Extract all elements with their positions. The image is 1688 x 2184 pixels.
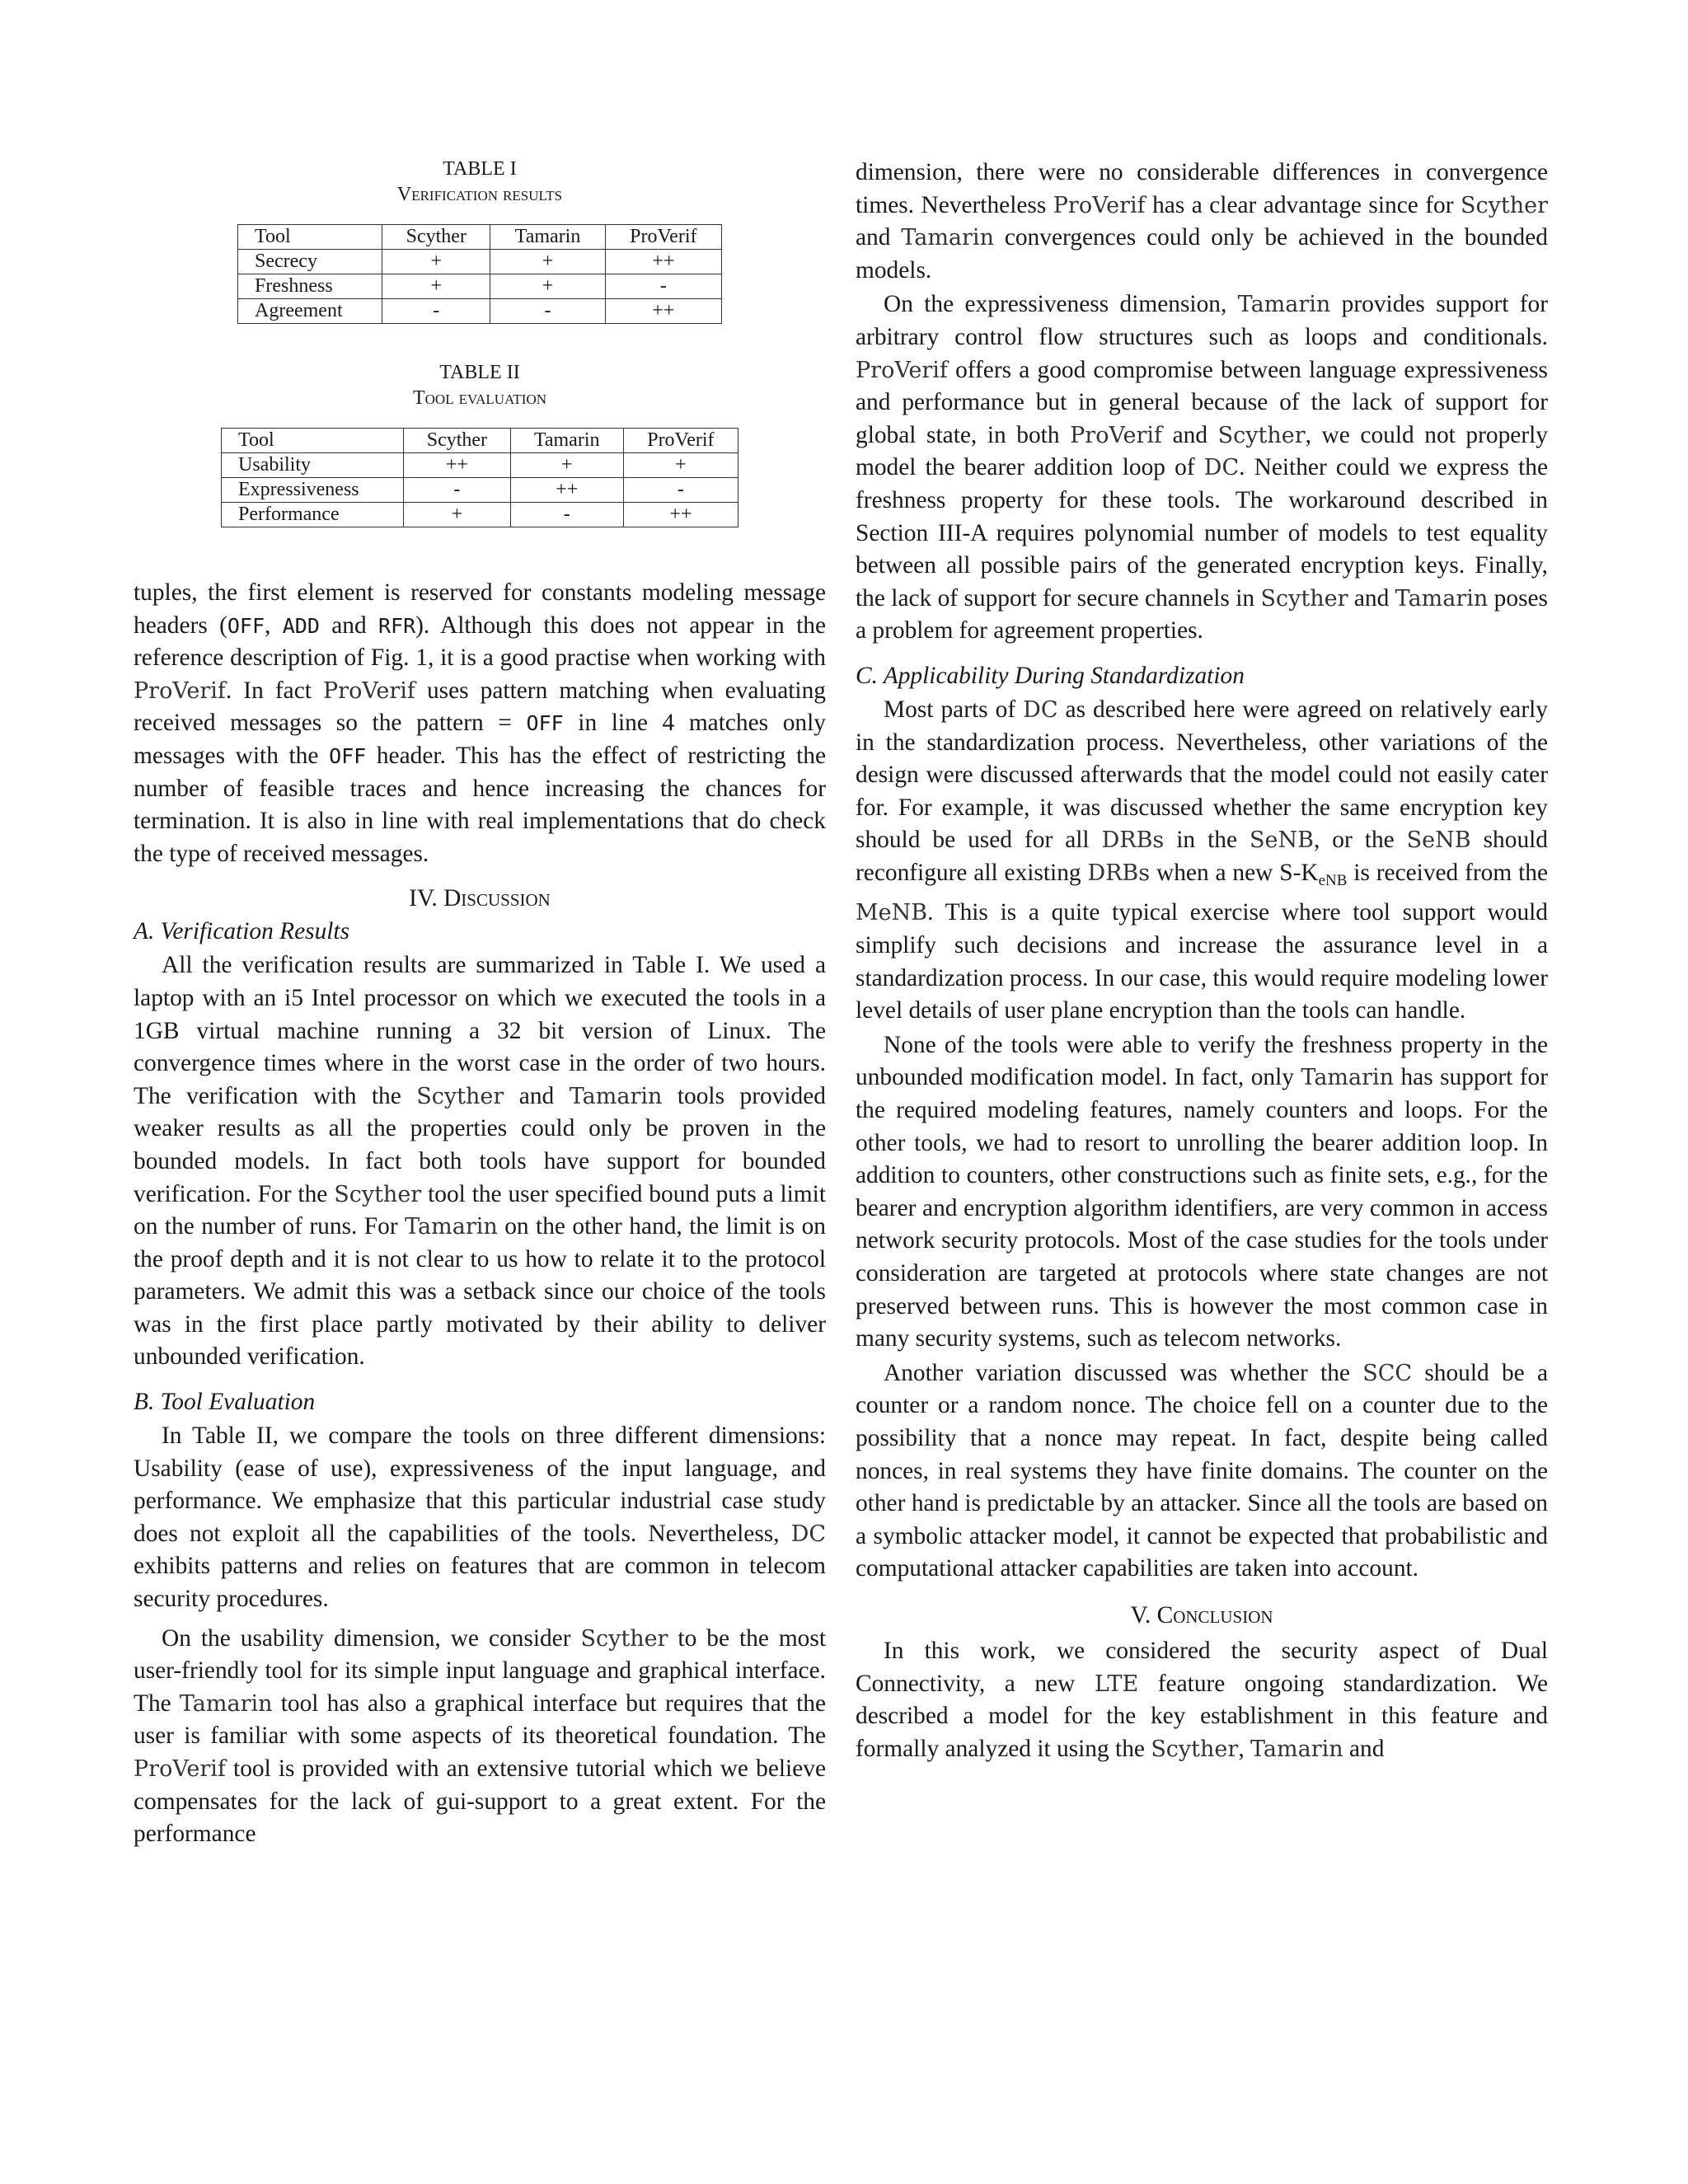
- table-cell: ++: [623, 503, 738, 527]
- right-column: [856, 157, 1548, 1765]
- table-cell: Performance: [222, 503, 404, 527]
- paragraph: On the usability dimension, we consider Scyther to be the most user-friendly tool for its simple input language and graphical interface. The Tamarin tool has also a graphical interface but requires that the user is familiar with some aspects of its theoretical foundation. The ProVerif tool is provided with an extensive tutorial which we believe compensates for the lack of gui-support to a great extent. For the performance: [134, 1624, 827, 1848]
- table-cell: ++: [605, 299, 721, 324]
- table1-label: TABLE I: [443, 158, 517, 180]
- section-heading-conclusion: V. Conclusion: [1130, 1601, 1273, 1629]
- paragraph: tuples, the first element is reserved for constants modeling message headers (OFF, ADD and RFR). Although this does not appear in the reference description of Fig. 1, it is a good practise when working with ProVerif. In fact ProVerif uses pattern matching when evaluating received messages so the pattern = OFF in line 4 matches only messages with the OFF header. This has the effect of restricting the number of feasible traces and hence increasing the chances for termination. It is also in line with real implementations that do check the type of received messages.: [134, 579, 826, 867]
- table-cell: ++: [510, 478, 623, 503]
- table-row: [222, 453, 738, 478]
- table-header-cell: Scyther: [404, 429, 510, 453]
- table-header-cell: Tamarin: [490, 225, 605, 250]
- paragraph: In Table II, we compare the tools on three different dimensions: Usability (ease of use), expressiveness of the input language, and performance. We emphasize that this particular industrial case study does not exploit all the capabilities of the tools. Nevertheless, DC exhibits patterns and relies on features that are common in telecom security procedures.: [134, 1422, 826, 1613]
- table-cell: +: [490, 250, 605, 274]
- table-cell: -: [382, 299, 490, 324]
- table-cell: -: [510, 503, 623, 527]
- paragraph: In this work, we considered the security aspect of Dual Connectivity, a new LTE feature ongoing standardization. We described a model for the key establishment in this feature and formally analyzed it using the Scyther, Tamarin and: [856, 1637, 1548, 1762]
- table-cell: Secrecy: [238, 250, 382, 274]
- table-header-cell: Tamarin: [510, 429, 623, 453]
- subsection-heading: A. Verification Results: [134, 918, 350, 945]
- key-s-kenb: $S-K_{eNB}$: [1279, 859, 1348, 889]
- table-cell: +: [490, 274, 605, 299]
- table-row: [222, 503, 738, 527]
- table-header-cell: Tool: [238, 225, 382, 250]
- table-cell: Expressiveness: [222, 478, 404, 503]
- paragraph: All the verification results are summarized in Table I. We used a laptop with an i5 Intel processor on which we executed the tools in a 1GB virtual machine running a 32 bit version of Linux. The convergence times where in the worst case in the order of two hours. The verification with the Scyther and Tamarin tools provided weaker results as all the properties could only be proven in the bounded models. In fact both tools have support for bounded verification. For the Scyther tool the user specified bound puts a limit on the number of runs. For Tamarin on the other hand, the limit is on the proof depth and it is not clear to us how to relate it to the protocol parameters. We admit this was a setback since our choice of the tools was in the first place partly motivated by their ability to deliver unbounded verification.: [134, 952, 827, 1371]
- table-cell: +: [510, 453, 623, 478]
- table-header-cell: ProVerif: [623, 429, 738, 453]
- table2-caption: [134, 360, 826, 411]
- table-row: [238, 250, 722, 274]
- table-cell: ++: [605, 250, 721, 274]
- table-header-row: [238, 225, 722, 250]
- table-row: [238, 299, 722, 324]
- tool-evaluation-table: [221, 428, 738, 527]
- paragraph: Another variation discussed was whether the SCC should be a counter or a random nonce. The choice fell on a counter due to the possibility that a nonce may repeat. In fact, despite being called nonces, in real systems they have finite domains. The counter on the other hand is predictable by an attacker. Since all the tools are based on a symbolic attacker model, it cannot be expected that probabilistic and computational attacker capabilities are taken into account.: [856, 1359, 1548, 1582]
- table-cell: -: [605, 274, 721, 299]
- table1-caption: [134, 157, 826, 208]
- paragraph: Most parts of DC as described here were agreed on relatively early in the standardization process. Nevertheless, other variations of the design were discussed afterwards that the model could not easily cater for. For example, it was discussed whether the same encryption key should be used for all DRBs in the SeNB, or the SeNB should reconfigure all existing DRBs when a new $S-K_{eNB}$ is received from the MeNB. This is a quite typical exercise where tool support would simplify such decisions and increase the assurance level in a standardization process. In our case, this would require modeling lower level details of user plane encryption than the tools can handle.: [856, 696, 1548, 1024]
- verification-results-table: [237, 224, 722, 324]
- table-row: [222, 478, 738, 503]
- table-cell: +: [382, 274, 490, 299]
- table-row: [238, 274, 722, 299]
- paragraph: None of the tools were able to verify the freshness property in the unbounded modification model. In fact, only Tamarin has support for the required modeling features, namely counters and loops. For the other tools, we had to resort to unrolling the bearer addition loop. In addition to counters, other constructions such as finite sets, e.g., for the bearer and encryption algorithm identifiers, are very common in access network security protocols. Most of the case studies for the tools under consideration are targeted at protocols where state changes are not preserved between runs. This is however the most common case in many security systems, such as telecom networks.: [856, 1031, 1549, 1352]
- table-cell: +: [382, 250, 490, 274]
- section-heading-discussion: IV. Discussion: [409, 885, 551, 912]
- table-cell: Usability: [222, 453, 404, 478]
- table-header-cell: Tool: [222, 429, 404, 453]
- table-header-row: [222, 429, 738, 453]
- table2-label: TABLE II: [439, 362, 520, 383]
- table-cell: Freshness: [238, 274, 382, 299]
- paragraph: On the expressiveness dimension, Tamarin provides support for arbitrary control flow structures such as loops and conditionals. ProVerif offers a good compromise between language expressiveness and performance but in general because of the lack of support for global state, in both ProVerif and Scyther, we could not properly model the bearer addition loop of DC. Neither could we express the freshness property for these tools. The workaround described in Section III-A requires polynomial number of models to test equality between all possible pairs of the generated encryption keys. Finally, the lack of support for secure channels in Scyther and Tamarin poses a problem for agreement properties.: [856, 291, 1549, 644]
- table-header-cell: ProVerif: [605, 225, 721, 250]
- table-cell: -: [623, 478, 738, 503]
- subsection-heading: C. Applicability During Standardization: [856, 662, 1245, 689]
- left-column: [134, 157, 826, 1851]
- table-cell: Agreement: [238, 299, 382, 324]
- paragraph: dimension, there were no considerable differences in convergence times. Nevertheless ProVerif has a clear advantage since for Scyther and Tamarin convergences could only be achieved in the bounded models.: [856, 159, 1548, 284]
- table-cell: +: [623, 453, 738, 478]
- table-cell: -: [404, 478, 510, 503]
- table-header-cell: Scyther: [382, 225, 490, 250]
- table1-title: Verification results: [396, 184, 563, 205]
- table-cell: -: [490, 299, 605, 324]
- table2-title: Tool evaluation: [413, 387, 546, 409]
- code-add: ADD: [282, 613, 320, 638]
- code-off: OFF: [227, 613, 265, 638]
- table-cell: +: [404, 503, 510, 527]
- code-rfr: RFR: [377, 613, 416, 638]
- table-cell: ++: [404, 453, 510, 478]
- subsection-heading: B. Tool Evaluation: [134, 1389, 316, 1416]
